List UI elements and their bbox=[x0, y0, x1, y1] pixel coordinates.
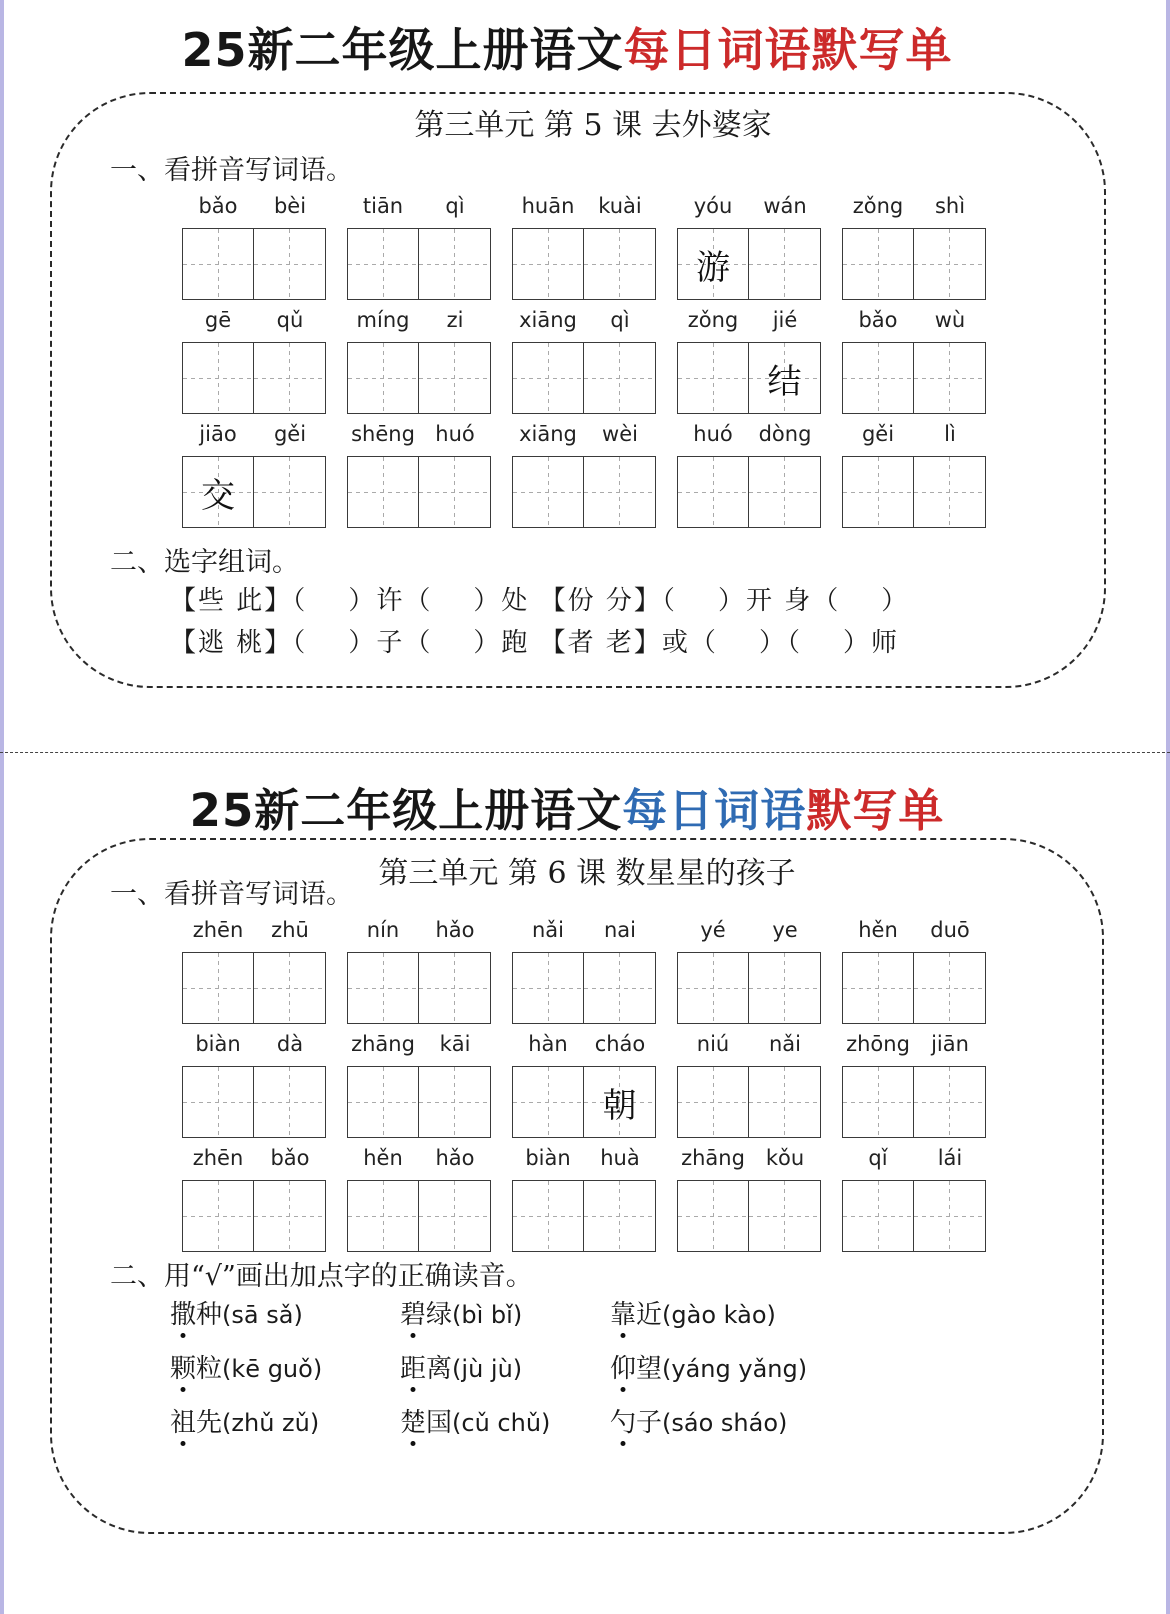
pinyin-label: ye bbox=[772, 918, 798, 942]
pinyin-label: xiāng bbox=[519, 308, 577, 332]
character-cell[interactable] bbox=[584, 343, 655, 413]
pinyin-label: gěi bbox=[273, 422, 307, 446]
pinyin-label: hěn bbox=[858, 918, 898, 942]
tianzige-grid bbox=[677, 342, 821, 414]
word-box bbox=[677, 308, 823, 416]
tianzige-grid bbox=[512, 228, 656, 300]
character-cell[interactable] bbox=[419, 1067, 490, 1137]
dotted-character: 勺 bbox=[610, 1408, 637, 1438]
pinyin-label: jié bbox=[772, 308, 798, 332]
character-cell[interactable] bbox=[843, 229, 914, 299]
pinyin-label: biàn bbox=[195, 1032, 241, 1056]
choose-line-1: 【些 此】（ ）许（ ）处 【份 分】（ ）开 身（ ） bbox=[170, 586, 910, 616]
character-cell[interactable] bbox=[183, 953, 254, 1023]
word-box bbox=[512, 1032, 658, 1140]
pinyin-label: cháo bbox=[594, 1032, 646, 1056]
pinyin-label: zhāng bbox=[681, 1146, 745, 1170]
character-cell[interactable]: 交 bbox=[183, 457, 254, 527]
pronunciation-item[interactable] bbox=[170, 1294, 303, 1331]
word-box bbox=[842, 422, 988, 530]
pinyin-label: zhēn bbox=[192, 918, 244, 942]
pinyin-label: kuài bbox=[598, 194, 642, 218]
section-choose-characters: 二、选字组词。 bbox=[110, 547, 299, 578]
title-grade-part: 25新二年级上册语文 bbox=[181, 23, 624, 77]
pronunciation-item[interactable] bbox=[610, 1402, 787, 1439]
pinyin-label: zhōng bbox=[846, 1032, 910, 1056]
character-cell[interactable] bbox=[749, 229, 820, 299]
word-box bbox=[842, 918, 988, 1026]
tianzige-grid bbox=[512, 1066, 656, 1138]
pinyin-label: hǎo bbox=[435, 1146, 475, 1170]
pinyin-label: kǒu bbox=[765, 1146, 805, 1170]
word-box bbox=[677, 1146, 823, 1254]
tianzige-grid bbox=[347, 228, 491, 300]
pinyin-label: shēng bbox=[351, 422, 415, 446]
pinyin-label: jiān bbox=[931, 1032, 969, 1056]
pinyin-options[interactable]: (zhǔ zǔ) bbox=[222, 1409, 320, 1437]
pinyin-label: zhū bbox=[271, 918, 309, 942]
character-cell[interactable] bbox=[419, 229, 490, 299]
pinyin-options[interactable]: (sáo sháo) bbox=[662, 1409, 788, 1437]
word-remainder: 离 bbox=[426, 1354, 453, 1384]
tianzige-grid bbox=[182, 228, 326, 300]
character-cell[interactable] bbox=[843, 1181, 914, 1251]
character-cell[interactable] bbox=[678, 1067, 749, 1137]
character-cell[interactable] bbox=[183, 1181, 254, 1251]
pinyin-label: qǐ bbox=[868, 1146, 888, 1170]
character-cell[interactable] bbox=[749, 953, 820, 1023]
pinyin-label: wèi bbox=[602, 422, 638, 446]
pinyin-options[interactable]: (kē guǒ) bbox=[222, 1355, 323, 1383]
pronunciation-item[interactable] bbox=[610, 1348, 807, 1385]
word-remainder: 近 bbox=[636, 1300, 663, 1330]
worksheet-title bbox=[0, 774, 1152, 839]
word-box bbox=[512, 422, 658, 530]
word-remainder: 种 bbox=[196, 1300, 223, 1330]
character-cell[interactable] bbox=[419, 457, 490, 527]
pinyin-label: zi bbox=[446, 308, 464, 332]
character-cell[interactable]: 游 bbox=[678, 229, 749, 299]
section-pinyin-writing: 一、看拼音写词语。 bbox=[110, 879, 353, 910]
word-box bbox=[347, 422, 493, 530]
pinyin-label: gěi bbox=[861, 422, 895, 446]
tianzige-grid bbox=[182, 342, 326, 414]
tianzige-grid bbox=[512, 342, 656, 414]
pinyin-label: nǎi bbox=[768, 1032, 801, 1056]
character-cell[interactable] bbox=[749, 1181, 820, 1251]
pinyin-label: qì bbox=[445, 194, 465, 218]
tianzige-grid bbox=[182, 1180, 326, 1252]
character-cell[interactable] bbox=[348, 229, 419, 299]
dotted-character: 楚 bbox=[400, 1408, 427, 1438]
pronunciation-item[interactable] bbox=[610, 1294, 776, 1331]
title-dictation-part: 默写单 bbox=[806, 784, 945, 837]
tianzige-grid bbox=[347, 952, 491, 1024]
word-box bbox=[842, 194, 988, 302]
pinyin-label: yé bbox=[700, 918, 726, 942]
character-cell[interactable] bbox=[254, 457, 325, 527]
page-edge-right bbox=[1166, 0, 1170, 1614]
character-cell[interactable] bbox=[348, 1181, 419, 1251]
pinyin-label: nǎi bbox=[531, 918, 564, 942]
pinyin-options[interactable]: (sā sǎ) bbox=[222, 1301, 303, 1329]
pinyin-options[interactable]: (cǔ chǔ) bbox=[452, 1409, 551, 1437]
pronunciation-item[interactable] bbox=[400, 1294, 522, 1331]
pinyin-label: niú bbox=[696, 1032, 730, 1056]
pinyin-label: kāi bbox=[439, 1032, 471, 1056]
character-cell[interactable] bbox=[513, 457, 584, 527]
character-cell[interactable] bbox=[914, 1181, 985, 1251]
word-remainder: 子 bbox=[636, 1408, 663, 1438]
character-cell[interactable] bbox=[843, 953, 914, 1023]
character-cell[interactable] bbox=[254, 1181, 325, 1251]
tianzige-grid bbox=[512, 1180, 656, 1252]
word-box bbox=[347, 918, 493, 1026]
cut-line-separator bbox=[0, 752, 1170, 753]
word-box bbox=[842, 1032, 988, 1140]
word-box bbox=[182, 1146, 328, 1254]
tianzige-grid bbox=[512, 952, 656, 1024]
pronunciation-item[interactable] bbox=[400, 1348, 522, 1385]
character-cell[interactable] bbox=[513, 343, 584, 413]
pinyin-label: huó bbox=[693, 422, 733, 446]
pinyin-label: dòng bbox=[758, 422, 812, 446]
character-cell[interactable]: 结 bbox=[749, 343, 820, 413]
word-box bbox=[512, 918, 658, 1026]
pinyin-label: huó bbox=[435, 422, 475, 446]
pinyin-label: duō bbox=[930, 918, 970, 942]
tianzige-grid bbox=[842, 1180, 986, 1252]
character-cell[interactable] bbox=[843, 457, 914, 527]
character-cell[interactable] bbox=[419, 953, 490, 1023]
pinyin-label: nín bbox=[366, 918, 400, 942]
character-cell[interactable] bbox=[183, 1067, 254, 1137]
pinyin-label: zhēn bbox=[192, 1146, 244, 1170]
character-cell[interactable] bbox=[348, 953, 419, 1023]
pinyin-label: bèi bbox=[273, 194, 307, 218]
pinyin-options[interactable]: (gào kào) bbox=[662, 1301, 776, 1329]
word-box bbox=[512, 1146, 658, 1254]
character-cell[interactable] bbox=[348, 457, 419, 527]
word-remainder: 粒 bbox=[196, 1354, 223, 1384]
pinyin-label: bǎo bbox=[198, 194, 238, 218]
pronunciation-item[interactable] bbox=[400, 1402, 550, 1439]
character-cell[interactable] bbox=[254, 1067, 325, 1137]
tianzige-grid bbox=[842, 952, 986, 1024]
tianzige-grid bbox=[842, 456, 986, 528]
character-cell[interactable] bbox=[843, 1067, 914, 1137]
section-pinyin-writing: 一、看拼音写词语。 bbox=[110, 155, 353, 186]
word-box bbox=[677, 918, 823, 1026]
character-cell[interactable] bbox=[419, 343, 490, 413]
character-cell[interactable] bbox=[513, 953, 584, 1023]
character-cell[interactable] bbox=[749, 1067, 820, 1137]
pinyin-label: qǔ bbox=[276, 308, 304, 332]
character-cell[interactable] bbox=[914, 457, 985, 527]
title-daily-words-part: 每日词语 bbox=[622, 784, 807, 837]
character-cell[interactable] bbox=[419, 1181, 490, 1251]
lesson-heading: 第三单元 第 6 课 数星星的孩子 bbox=[378, 856, 796, 891]
tianzige-grid bbox=[677, 1180, 821, 1252]
pinyin-label: huà bbox=[600, 1146, 640, 1170]
tianzige-grid bbox=[347, 456, 491, 528]
tianzige-grid bbox=[677, 952, 821, 1024]
word-box bbox=[512, 194, 658, 302]
character-cell[interactable] bbox=[914, 343, 985, 413]
tianzige-grid bbox=[677, 1066, 821, 1138]
tianzige-grid bbox=[182, 456, 326, 528]
character-cell[interactable] bbox=[254, 953, 325, 1023]
tianzige-grid bbox=[512, 456, 656, 528]
pinyin-label: shì bbox=[934, 194, 966, 218]
word-box bbox=[347, 194, 493, 302]
word-box bbox=[182, 422, 328, 530]
pinyin-label: biàn bbox=[525, 1146, 571, 1170]
pinyin-label: hěn bbox=[363, 1146, 403, 1170]
pinyin-label: nai bbox=[603, 918, 636, 942]
pinyin-label: qì bbox=[610, 308, 630, 332]
character-cell[interactable] bbox=[183, 229, 254, 299]
pinyin-label: dà bbox=[276, 1032, 304, 1056]
word-remainder: 望 bbox=[636, 1354, 663, 1384]
pinyin-label: gē bbox=[204, 308, 232, 332]
character-cell[interactable] bbox=[584, 229, 655, 299]
tianzige-grid bbox=[347, 342, 491, 414]
pinyin-label: yóu bbox=[693, 194, 733, 218]
pinyin-label: zǒng bbox=[852, 194, 904, 218]
character-cell[interactable] bbox=[584, 457, 655, 527]
pinyin-label: zhāng bbox=[351, 1032, 415, 1056]
word-box bbox=[182, 918, 328, 1026]
pinyin-label: bǎo bbox=[270, 1146, 310, 1170]
character-cell[interactable] bbox=[678, 343, 749, 413]
pinyin-label: bǎo bbox=[858, 308, 898, 332]
pinyin-label: tiān bbox=[362, 194, 404, 218]
pinyin-label: jiāo bbox=[199, 422, 237, 446]
word-box bbox=[182, 1032, 328, 1140]
pinyin-options[interactable]: (bì bǐ) bbox=[452, 1301, 523, 1329]
choose-line-2: 【逃 桃】（ ）子（ ）跑 【者 老】或（ ）（ ）师 bbox=[170, 628, 900, 658]
title-dictation-part: 每日词语默写单 bbox=[623, 23, 953, 77]
tianzige-grid bbox=[347, 1180, 491, 1252]
character-cell[interactable] bbox=[678, 457, 749, 527]
word-box bbox=[347, 1032, 493, 1140]
character-cell[interactable] bbox=[348, 343, 419, 413]
tianzige-grid bbox=[182, 1066, 326, 1138]
character-cell[interactable] bbox=[513, 1067, 584, 1137]
title-grade-part: 25新二年级上册语文 bbox=[189, 784, 623, 837]
worksheet-title bbox=[0, 14, 1152, 80]
character-cell[interactable] bbox=[584, 1181, 655, 1251]
character-cell[interactable] bbox=[584, 953, 655, 1023]
pinyin-label: hǎo bbox=[435, 918, 475, 942]
pronunciation-item[interactable] bbox=[170, 1402, 319, 1439]
character-cell[interactable] bbox=[749, 457, 820, 527]
word-box bbox=[677, 1032, 823, 1140]
character-cell[interactable] bbox=[914, 229, 985, 299]
character-cell[interactable] bbox=[513, 229, 584, 299]
dotted-character: 撒 bbox=[170, 1300, 197, 1330]
character-cell[interactable] bbox=[914, 1067, 985, 1137]
word-box bbox=[347, 1146, 493, 1254]
dotted-character: 距 bbox=[400, 1354, 427, 1384]
pinyin-label: hàn bbox=[528, 1032, 568, 1056]
character-cell[interactable] bbox=[843, 343, 914, 413]
dotted-character: 祖 bbox=[170, 1408, 197, 1438]
character-cell[interactable] bbox=[513, 1181, 584, 1251]
tianzige-grid bbox=[677, 456, 821, 528]
tianzige-grid bbox=[182, 952, 326, 1024]
section-choose-pronunciation: 二、用“√”画出加点字的正确读音。 bbox=[110, 1261, 533, 1292]
pinyin-label: wù bbox=[934, 308, 966, 332]
pinyin-label: zǒng bbox=[687, 308, 739, 332]
pinyin-options[interactable]: (jù jù) bbox=[452, 1355, 523, 1383]
character-cell[interactable] bbox=[254, 343, 325, 413]
pinyin-label: xiāng bbox=[519, 422, 577, 446]
dotted-character: 靠 bbox=[610, 1300, 637, 1330]
dotted-character: 仰 bbox=[610, 1354, 637, 1384]
word-box bbox=[512, 308, 658, 416]
word-box bbox=[677, 422, 823, 530]
word-box bbox=[677, 194, 823, 302]
tianzige-grid bbox=[347, 1066, 491, 1138]
word-remainder: 国 bbox=[426, 1408, 453, 1438]
pinyin-label: míng bbox=[356, 308, 410, 332]
pinyin-label: lì bbox=[944, 422, 956, 446]
tianzige-grid bbox=[842, 342, 986, 414]
character-cell[interactable] bbox=[914, 953, 985, 1023]
pronunciation-item[interactable] bbox=[170, 1348, 322, 1385]
pinyin-label: huān bbox=[521, 194, 575, 218]
word-box bbox=[842, 308, 988, 416]
pinyin-label: lái bbox=[937, 1146, 963, 1170]
word-box bbox=[182, 308, 328, 416]
word-box bbox=[347, 308, 493, 416]
character-cell[interactable] bbox=[348, 1067, 419, 1137]
word-box bbox=[182, 194, 328, 302]
character-cell[interactable]: 朝 bbox=[584, 1067, 655, 1137]
word-remainder: 绿 bbox=[426, 1300, 453, 1330]
dotted-character: 碧 bbox=[400, 1300, 427, 1330]
character-cell[interactable] bbox=[678, 1181, 749, 1251]
character-cell[interactable] bbox=[183, 343, 254, 413]
tianzige-grid bbox=[842, 1066, 986, 1138]
tianzige-grid bbox=[677, 228, 821, 300]
pinyin-options[interactable]: (yáng yǎng) bbox=[662, 1355, 808, 1383]
lesson-heading: 第三单元 第 5 课 去外婆家 bbox=[414, 108, 772, 143]
word-box bbox=[842, 1146, 988, 1254]
word-remainder: 先 bbox=[196, 1408, 223, 1438]
pinyin-label: wán bbox=[763, 194, 807, 218]
tianzige-grid bbox=[842, 228, 986, 300]
character-cell[interactable] bbox=[254, 229, 325, 299]
character-cell[interactable] bbox=[678, 953, 749, 1023]
dotted-character: 颗 bbox=[170, 1354, 197, 1384]
